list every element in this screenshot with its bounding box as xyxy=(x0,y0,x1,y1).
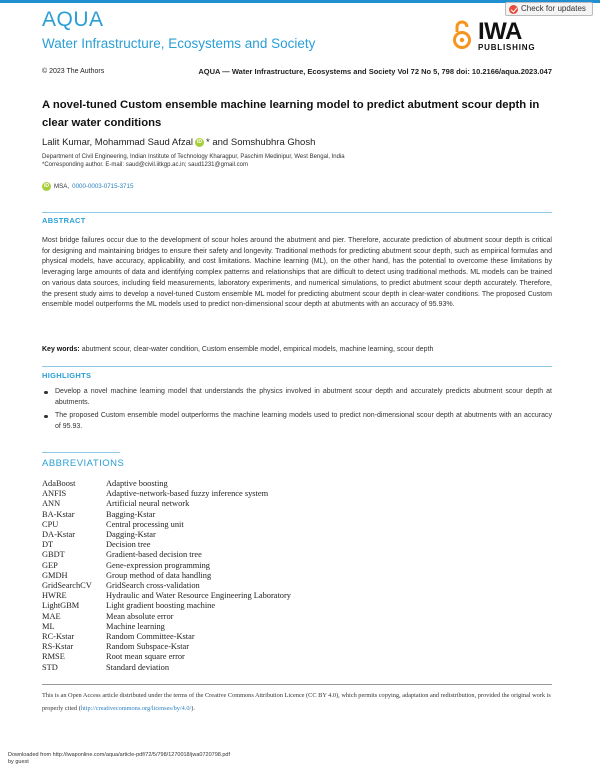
abbreviation-row xyxy=(42,550,291,560)
corresponding-author: *Corresponding author. E-mail: saud@civil.iitkgp.ac.in; saud1231@gmail.com xyxy=(42,162,248,168)
license-link[interactable]: http://creativecommons.org/licenses/by/4.0/ xyxy=(80,704,192,712)
abbreviation-meaning: Random Committee-Kstar xyxy=(106,632,195,642)
publisher-sub: PUBLISHING xyxy=(478,43,536,52)
abbreviation-term: ANFIS xyxy=(42,489,67,499)
abbreviation-row xyxy=(42,632,291,642)
abbreviation-term: HWRE xyxy=(42,591,67,601)
abbreviations-table xyxy=(42,479,291,673)
check-for-updates-button[interactable] xyxy=(505,2,593,16)
abbreviation-term: GMDH xyxy=(42,570,68,580)
abbreviation-row xyxy=(42,601,291,611)
highlights-heading: HIGHLIGHTS xyxy=(42,371,92,380)
publisher-logo xyxy=(452,18,572,56)
highlight-item: Develop a novel machine learning model that understands the physics involved in abutment scour depth and accurately predicts abutment scour depth at abutments. xyxy=(42,387,552,408)
abbreviation-row xyxy=(42,581,291,591)
abbreviation-term: GBDT xyxy=(42,550,65,560)
abbreviation-meaning: Random Subspace-Kstar xyxy=(106,642,190,652)
keywords-line xyxy=(42,346,552,353)
abbreviation-meaning: Bagging-Kstar xyxy=(106,509,156,519)
abbreviation-row xyxy=(42,530,291,540)
abbreviation-row xyxy=(42,591,291,601)
divider-abbreviations xyxy=(42,452,120,453)
abbreviation-row xyxy=(42,489,291,499)
abbreviation-term: RMSE xyxy=(42,652,65,662)
license-notice xyxy=(42,690,552,715)
download-line: by guest xyxy=(8,758,29,765)
journal-name: AQUA xyxy=(42,8,104,31)
affiliation: Department of Civil Engineering, Indian Institute of Technology Kharagpur, Paschim Medinipur, West Bengal, India xyxy=(42,154,345,160)
msa-orcid-code[interactable]: 0000-0003-0715-3715 xyxy=(72,183,134,190)
abbreviation-row xyxy=(42,510,291,520)
abbreviation-term: RC-Kstar xyxy=(42,632,75,642)
citation-line: AQUA — Water Infrastructure, Ecosystems and Society Vol 72 No 5, 798 doi: 10.2166/aqua.2023.047 xyxy=(198,67,552,76)
abbreviation-meaning: Hydraulic and Water Resource Engineering Laboratory xyxy=(106,591,291,601)
abbreviation-meaning: Adaptive boosting xyxy=(106,479,168,488)
abbreviation-term: DT xyxy=(42,540,54,550)
authors-part2: * and Somshubhra Ghosh xyxy=(206,137,316,148)
abbreviation-term: STD xyxy=(42,662,58,672)
abbreviation-term: GEP xyxy=(42,560,58,570)
abbreviation-row xyxy=(42,642,291,652)
check-updates-icon xyxy=(509,5,518,14)
abbreviation-meaning: Dagging-Kstar xyxy=(106,530,156,540)
abbreviations-heading: ABBREVIATIONS xyxy=(42,458,125,469)
abbreviation-row xyxy=(42,652,291,662)
abbreviation-row xyxy=(42,612,291,622)
authors-part1: Lalit Kumar, Mohammad Saud Afzal xyxy=(42,137,194,148)
abbreviation-term: RS-Kstar xyxy=(42,642,74,652)
footer-divider xyxy=(42,684,552,685)
check-updates-label: Check for updates xyxy=(521,4,586,13)
abbreviation-meaning: Machine learning xyxy=(106,621,165,631)
abbreviation-term: GridSearchCV xyxy=(42,581,92,591)
abbreviation-row xyxy=(42,561,291,571)
abbreviation-row xyxy=(42,622,291,632)
abbreviation-term: MAE xyxy=(42,611,61,621)
abbreviation-row xyxy=(42,479,291,489)
publisher-name: IWA xyxy=(478,18,522,45)
copyright-notice: © 2023 The Authors xyxy=(42,68,105,75)
abbreviation-row xyxy=(42,520,291,530)
abbreviation-term: CPU xyxy=(42,519,59,529)
abbreviation-meaning: Adaptive-network-based fuzzy inference system xyxy=(106,489,269,499)
abbreviation-row xyxy=(42,540,291,550)
download-line: Downloaded from http://iwaponline.com/aqua/article-pdf/72/5/798/1270018/jwa0720798.pdf xyxy=(8,752,230,758)
highlight-item: The proposed Custom ensemble model outperforms the machine learning models used to predict non-dimensional scour depth at abutments with an accuracy of 95.93. xyxy=(42,411,552,432)
download-note xyxy=(8,752,230,765)
abstract-heading: ABSTRACT xyxy=(42,216,86,225)
abbreviation-term: ML xyxy=(42,621,55,631)
abbreviation-term: DA-Kstar xyxy=(42,530,76,540)
abbreviation-meaning: Standard deviation xyxy=(106,662,170,672)
abbreviation-meaning: Mean absolute error xyxy=(106,611,174,621)
keywords-label: Key words: xyxy=(42,346,80,353)
abbreviation-meaning: Artificial neural network xyxy=(106,499,190,509)
affiliation-block xyxy=(42,153,552,169)
highlights-list xyxy=(42,387,552,435)
abbreviation-meaning: Gradient-based decision tree xyxy=(106,550,202,560)
abstract-text: Most bridge failures occur due to the development of scour holes around the abutment and pier. Therefore, accurate prediction of abutment scour depth is critical for designing and maintaining bridges to ensure their safety and longevity. Traditional methods for predicting abutment scour depth, such as empirical formulas and physical models, have accuracy, applicability, and cost limitations. Machine learning (ML), on the other hand, has the potential to overcome these limitations by leveraging large amounts of data and identifying complex patterns and relationships that are difficult to detect using traditional methods. ML models can be trained on various data sources, including field measurements, laboratory experiments, and numerical simulations, to predict abutment scour depth accurately. Therefore, the present study aims to develop a novel-tuned Custom ensemble ML model for predicting abutment scour depth in clear-water conditions. The proposed Custom ensemble model outperforms the ML models used to predict non-dimensional scour depth at abutments with an accuracy of 95.93%. xyxy=(42,237,552,309)
orcid-line xyxy=(42,182,133,191)
abbreviation-term: AdaBoost xyxy=(42,479,76,488)
abbreviation-term: LightGBM xyxy=(42,601,80,611)
abbreviation-row xyxy=(42,663,291,673)
open-access-icon xyxy=(452,20,472,50)
journal-subtitle: Water Infrastructure, Ecosystems and Society xyxy=(42,36,316,51)
msa-label: MSA, xyxy=(54,183,70,190)
abbreviation-meaning: GridSearch cross-validation xyxy=(106,581,200,591)
abbreviation-meaning: Light gradient boosting machine xyxy=(106,601,216,611)
keywords-text: abutment scour, clear-water condition, Custom ensemble model, empirical models, machine learning, scour depth xyxy=(81,346,434,353)
divider-abstract xyxy=(42,212,552,213)
abbreviation-meaning: Gene-expression programming xyxy=(106,560,210,570)
abbreviation-term: BA-Kstar xyxy=(42,509,75,519)
abbreviation-row xyxy=(42,571,291,581)
abbreviation-row xyxy=(42,499,291,509)
divider-highlights xyxy=(42,366,552,367)
license-end: ). xyxy=(191,704,195,712)
abbreviation-meaning: Root mean square error xyxy=(106,652,185,662)
author-line xyxy=(42,137,315,148)
abbreviation-meaning: Group method of data handling xyxy=(106,570,212,580)
orcid-icon[interactable]: iD xyxy=(197,139,203,145)
orcid-small-icon[interactable]: iD xyxy=(44,183,49,189)
article-title: A novel-tuned Custom ensemble machine learning model to predict abutment scour depth in clear water conditions xyxy=(42,99,540,129)
abbreviation-meaning: Decision tree xyxy=(106,540,151,550)
license-text: This is an Open Access article distributed under the terms of the Creative Commons Attribution Licence (CC BY 4.0), which permits copying, adaptation and redistribution, provided the original work is properly cited ( xyxy=(42,692,551,712)
abbreviation-term: ANN xyxy=(42,499,61,509)
abbreviation-meaning: Central processing unit xyxy=(106,519,184,529)
